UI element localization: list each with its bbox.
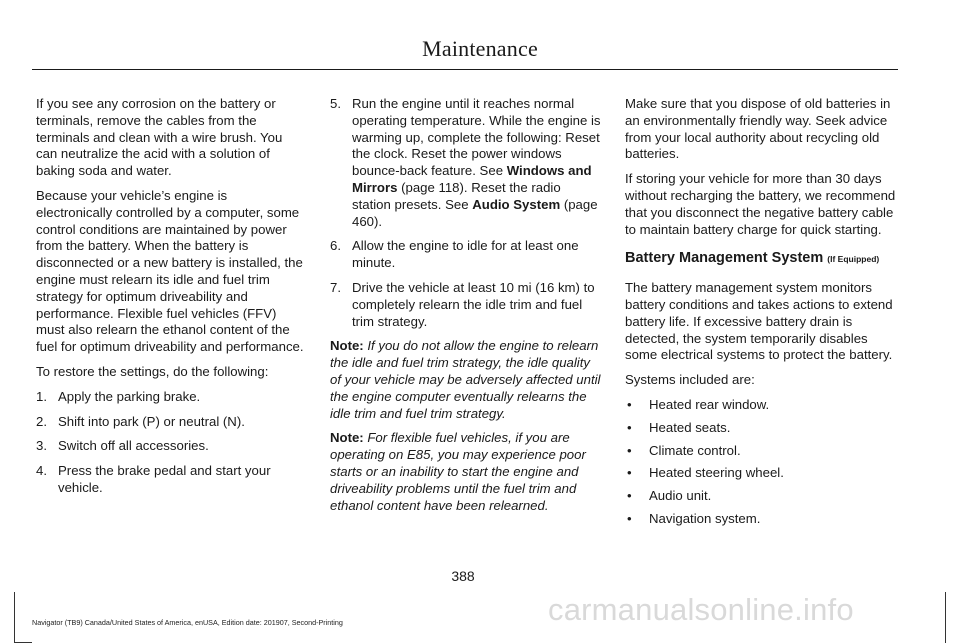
heading-qualifier: (If Equipped) — [827, 254, 880, 265]
list-item — [625, 397, 897, 414]
page-title: Maintenance — [422, 36, 538, 61]
list-item — [625, 465, 897, 482]
list-item — [36, 463, 306, 497]
step-text: Apply the parking brake. — [58, 388, 201, 404]
disposal-paragraph: Make sure that you dispose of old batteries in an environmentally friendly way. Seek advice from your local authority about recycling old batteries. — [625, 96, 891, 162]
bullet-icon: • — [627, 488, 632, 504]
step-text: Switch off all accessories. — [58, 438, 209, 454]
step-text — [352, 96, 602, 230]
list-item — [625, 443, 897, 460]
list-item — [625, 488, 897, 505]
step-number: 5. — [330, 96, 341, 111]
column-middle — [330, 96, 602, 522]
list-item — [330, 238, 602, 272]
step-number: 3. — [36, 438, 47, 454]
list-item — [36, 438, 306, 455]
list-item — [625, 511, 897, 528]
bullet-icon: • — [627, 419, 632, 435]
step-text: Drive the vehicle at least 10 mi (16 km) to completely relearn the idle trim and fuel trim strategy. — [352, 279, 595, 329]
audio-system-link[interactable]: Audio System — [472, 196, 561, 212]
restore-intro: To restore the settings, do the following: — [36, 363, 269, 379]
crop-mark — [14, 592, 15, 643]
step5-text-a: Run the engine until it reaches normal operating temperature. While the engine is warming up, complete the following: Reset the clock. Reset the power windows bounce-back feature. See — [352, 96, 601, 179]
step5-text-c: (page 460). — [352, 196, 598, 229]
column-left — [36, 96, 306, 505]
header-rule — [32, 69, 898, 70]
bullet-text: Climate control. — [649, 442, 741, 458]
list-item — [625, 420, 897, 437]
note-label: Note: — [330, 338, 364, 354]
bullet-icon: • — [627, 510, 632, 526]
list-item — [36, 414, 306, 431]
bullet-icon: • — [627, 396, 632, 412]
bullet-text: Heated steering wheel. — [649, 465, 784, 481]
step-number: 2. — [36, 413, 47, 429]
note-flex-fuel — [330, 430, 602, 514]
note-text: For flexible fuel vehicles, if you are operating on E85, you may experience poor starts or an inability to start the engine and driveability problems until the fuel trim and ethanol content have been relearned. — [330, 430, 586, 513]
step5-text-b: (page 118). Reset the radio station presets. See — [352, 179, 561, 212]
bms-paragraph: The battery management system monitors battery conditions and takes actions to extend battery life. If excessive battery drain is detected, the system temporarily disables some electrical systems to protect the battery. — [625, 280, 893, 363]
step-text: Allow the engine to idle for at least one minute. — [352, 238, 579, 271]
heading-text: Battery Management System — [625, 250, 824, 267]
list-item — [330, 96, 602, 230]
list-item — [330, 280, 602, 330]
bullet-icon: • — [627, 465, 632, 481]
step-number: 1. — [36, 388, 47, 404]
bullet-text: Audio unit. — [649, 488, 712, 504]
step-text: Shift into park (P) or neutral (N). — [58, 413, 245, 429]
storage-paragraph: If storing your vehicle for more than 30 days without recharging the battery, we recommend that you disconnect the negative battery cable to maintain battery charge for quick starting. — [625, 171, 896, 237]
page-number: 388 — [451, 568, 475, 584]
column-right — [625, 96, 897, 534]
section-heading — [625, 250, 897, 268]
bullet-text: Heated seats. — [649, 419, 731, 435]
step-text: Press the brake pedal and start your vehicle. — [58, 463, 271, 495]
watermark: carmanualsonline.info — [548, 592, 854, 627]
note-text: If you do not allow the engine to relearn the idle and fuel trim strategy, the idle quality of your vehicle may be adversely affected until the engine computer eventually relearns the idle trim and fuel trim strategy. — [330, 338, 601, 421]
step-number: 4. — [36, 463, 47, 479]
systems-intro: Systems included are: — [625, 372, 755, 388]
step-number: 7. — [330, 279, 341, 295]
bullet-text: Navigation system. — [649, 510, 761, 526]
windows-mirrors-link[interactable]: Windows and Mirrors — [352, 163, 592, 195]
corrosion-paragraph: If you see any corrosion on the battery or terminals, remove the cables from the terminals and clean with a wire brush. You can neutralize the acid with a solution of baking soda and water. — [36, 96, 283, 179]
engine-relearn-paragraph: Because your vehicle’s engine is electronically controlled by a computer, some control conditions are maintained by power from the battery. When the battery is disconnected or a new battery is installed, the engine must relearn its idle and fuel trim strategy for optimum driveability and performance. Flexible fuel vehicles (FFV) must also relearn the ethanol content of the fuel for optimum driveability and performance. — [36, 187, 304, 355]
crop-mark — [945, 592, 946, 643]
bullet-text: Heated rear window. — [649, 396, 770, 412]
footer-edition-info: Navigator (TB9) Canada/United States of America, enUSA, Edition date: 201907, Second-Printing — [32, 618, 343, 627]
list-item — [36, 389, 306, 406]
step-number: 6. — [330, 238, 341, 254]
note-idle-trim — [330, 338, 602, 422]
note-label: Note: — [330, 430, 364, 446]
bullet-icon: • — [627, 442, 632, 458]
